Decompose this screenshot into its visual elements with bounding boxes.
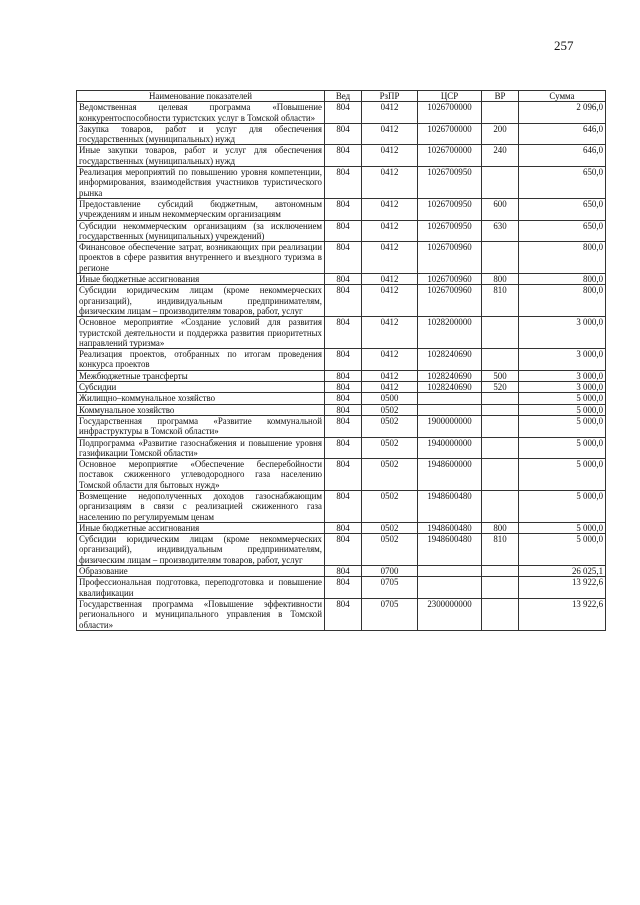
- cell-vr: 520: [482, 382, 519, 393]
- cell-csr: 1900000000: [418, 415, 482, 437]
- cell-rzpr: 0412: [362, 349, 418, 371]
- cell-csr: 1948600480: [418, 490, 482, 522]
- table-row: [77, 102, 606, 124]
- cell-rzpr: 0412: [362, 198, 418, 220]
- cell-rzpr: 0705: [362, 598, 418, 630]
- cell-name: Образование: [77, 566, 325, 577]
- cell-rzpr: 0412: [362, 317, 418, 349]
- cell-rzpr: 0502: [362, 437, 418, 459]
- table-row: [77, 393, 606, 404]
- table-header-row: [77, 91, 606, 102]
- cell-sum: 650,0: [519, 198, 606, 220]
- cell-rzpr: 0412: [362, 102, 418, 124]
- cell-rzpr: 0500: [362, 393, 418, 404]
- cell-rzpr: 0700: [362, 566, 418, 577]
- cell-name: Возмещение недополученных доходов газоснабжающим организациям в связи с реализацией сжиженного газа населению по регулируемым ценам: [77, 490, 325, 522]
- cell-ved: 804: [325, 370, 362, 381]
- cell-ved: 804: [325, 404, 362, 415]
- table-row: [77, 167, 606, 199]
- cell-sum: 646,0: [519, 145, 606, 167]
- cell-csr: 1026700000: [418, 123, 482, 145]
- header-sum: Сумма: [519, 91, 606, 102]
- cell-csr: 2300000000: [418, 598, 482, 630]
- cell-sum: 5 000,0: [519, 415, 606, 437]
- table-row: [77, 349, 606, 371]
- page-number: 257: [554, 38, 574, 53]
- cell-csr: 1028240690: [418, 349, 482, 371]
- cell-vr: 810: [482, 534, 519, 566]
- cell-rzpr: 0502: [362, 522, 418, 533]
- cell-csr: 1028240690: [418, 382, 482, 393]
- cell-sum: 13 922,6: [519, 577, 606, 599]
- cell-csr: 1026700000: [418, 102, 482, 124]
- cell-csr: 1940000000: [418, 437, 482, 459]
- cell-csr: 1026700950: [418, 220, 482, 242]
- cell-ved: 804: [325, 167, 362, 199]
- cell-ved: 804: [325, 415, 362, 437]
- cell-rzpr: 0705: [362, 577, 418, 599]
- table-row: [77, 198, 606, 220]
- cell-vr: [482, 415, 519, 437]
- cell-vr: 600: [482, 198, 519, 220]
- cell-sum: 5 000,0: [519, 404, 606, 415]
- cell-vr: [482, 393, 519, 404]
- cell-name: Основное мероприятие «Обеспечение бесперебойности поставок сжиженного углеводородного газа населению Томской области для бытовых нужд»: [77, 459, 325, 491]
- table-row: [77, 242, 606, 274]
- cell-rzpr: 0412: [362, 220, 418, 242]
- cell-csr: 1028240690: [418, 370, 482, 381]
- cell-sum: 800,0: [519, 242, 606, 274]
- table-row: [77, 534, 606, 566]
- cell-rzpr: 0412: [362, 145, 418, 167]
- cell-vr: 200: [482, 123, 519, 145]
- cell-sum: 5 000,0: [519, 459, 606, 491]
- cell-name: Профессиональная подготовка, переподготовка и повышение квалификации: [77, 577, 325, 599]
- cell-name: Реализация мероприятий по повышению уровня компетенции, информирования, взаимодействия участников туристического рынка: [77, 167, 325, 199]
- cell-vr: [482, 167, 519, 199]
- cell-rzpr: 0502: [362, 459, 418, 491]
- cell-name: Коммунальное хозяйство: [77, 404, 325, 415]
- cell-vr: 630: [482, 220, 519, 242]
- budget-table: [76, 90, 606, 631]
- cell-sum: 650,0: [519, 220, 606, 242]
- table-row: [77, 459, 606, 491]
- cell-sum: 3 000,0: [519, 349, 606, 371]
- cell-csr: [418, 393, 482, 404]
- table-row: [77, 577, 606, 599]
- cell-name: Иные бюджетные ассигнования: [77, 274, 325, 285]
- cell-name: Субсидии: [77, 382, 325, 393]
- table-row: [77, 382, 606, 393]
- cell-ved: 804: [325, 490, 362, 522]
- cell-rzpr: 0412: [362, 167, 418, 199]
- cell-name: Субсидии юридическим лицам (кроме некоммерческих организаций), индивидуальным предпринимателям, физическим лицам – производителям товаров, работ, услуг: [77, 534, 325, 566]
- table-row: [77, 437, 606, 459]
- table-row: [77, 123, 606, 145]
- cell-sum: 3 000,0: [519, 317, 606, 349]
- cell-ved: 804: [325, 393, 362, 404]
- cell-csr: [418, 577, 482, 599]
- cell-rzpr: 0502: [362, 490, 418, 522]
- header-name: Наименование показателей: [77, 91, 325, 102]
- table-row: [77, 566, 606, 577]
- cell-vr: [482, 598, 519, 630]
- cell-ved: 804: [325, 522, 362, 533]
- header-csr: ЦСР: [418, 91, 482, 102]
- cell-sum: 650,0: [519, 167, 606, 199]
- table-row: [77, 145, 606, 167]
- cell-name: Основное мероприятие «Создание условий для развития туристской деятельности и поддержка развития приоритетных направлений туризма»: [77, 317, 325, 349]
- cell-ved: 804: [325, 437, 362, 459]
- cell-ved: 804: [325, 577, 362, 599]
- cell-ved: 804: [325, 285, 362, 317]
- cell-csr: [418, 404, 482, 415]
- cell-name: Межбюджетные трансферты: [77, 370, 325, 381]
- cell-vr: [482, 577, 519, 599]
- cell-name: Государственная программа «Развитие коммунальной инфраструктуры в Томской области»: [77, 415, 325, 437]
- cell-sum: 5 000,0: [519, 490, 606, 522]
- header-ved: Вед: [325, 91, 362, 102]
- cell-ved: 804: [325, 534, 362, 566]
- cell-rzpr: 0412: [362, 382, 418, 393]
- cell-name: Государственная программа «Повышение эффективности регионального и муниципального управления в Томской области»: [77, 598, 325, 630]
- cell-rzpr: 0412: [362, 370, 418, 381]
- cell-vr: [482, 317, 519, 349]
- cell-sum: 5 000,0: [519, 393, 606, 404]
- cell-ved: 804: [325, 349, 362, 371]
- cell-name: Субсидии некоммерческим организациям (за исключением государственных (муниципальных) учреждений): [77, 220, 325, 242]
- cell-name: Иные закупки товаров, работ и услуг для обеспечения государственных (муниципальных) нужд: [77, 145, 325, 167]
- cell-ved: 804: [325, 220, 362, 242]
- cell-name: Субсидии юридическим лицам (кроме некоммерческих организаций), индивидуальным предпринимателям, физическим лицам – производителям товаров, работ, услуг: [77, 285, 325, 317]
- table-row: [77, 490, 606, 522]
- cell-ved: 804: [325, 242, 362, 274]
- cell-csr: 1948600000: [418, 459, 482, 491]
- cell-name: Ведомственная целевая программа «Повышение конкурентоспособности туристских услуг в Томской области»: [77, 102, 325, 124]
- cell-ved: 804: [325, 598, 362, 630]
- cell-ved: 804: [325, 382, 362, 393]
- table-row: [77, 598, 606, 630]
- table-row: [77, 317, 606, 349]
- table-row: [77, 404, 606, 415]
- cell-csr: 1026700950: [418, 167, 482, 199]
- cell-name: Иные бюджетные ассигнования: [77, 522, 325, 533]
- cell-name: Реализация проектов, отобранных по итогам проведения конкурса проектов: [77, 349, 325, 371]
- cell-sum: 5 000,0: [519, 522, 606, 533]
- cell-ved: 804: [325, 145, 362, 167]
- cell-ved: 804: [325, 102, 362, 124]
- cell-sum: 5 000,0: [519, 437, 606, 459]
- cell-vr: [482, 404, 519, 415]
- cell-sum: 3 000,0: [519, 370, 606, 381]
- cell-rzpr: 0502: [362, 404, 418, 415]
- cell-name: Предоставление субсидий бюджетным, автономным учреждениям и иным некоммерческим организациям: [77, 198, 325, 220]
- cell-vr: 800: [482, 522, 519, 533]
- cell-csr: [418, 566, 482, 577]
- header-vr: ВР: [482, 91, 519, 102]
- cell-sum: 2 096,0: [519, 102, 606, 124]
- header-rzpr: РзПР: [362, 91, 418, 102]
- cell-rzpr: 0412: [362, 274, 418, 285]
- cell-sum: 26 025,1: [519, 566, 606, 577]
- cell-csr: 1026700960: [418, 242, 482, 274]
- cell-csr: 1026700000: [418, 145, 482, 167]
- cell-sum: 5 000,0: [519, 534, 606, 566]
- cell-sum: 800,0: [519, 274, 606, 285]
- cell-name: Жилищно–коммунальное хозяйство: [77, 393, 325, 404]
- cell-csr: 1026700960: [418, 274, 482, 285]
- table-body: [77, 102, 606, 631]
- cell-vr: 810: [482, 285, 519, 317]
- cell-name: Подпрограмма «Развитие газоснабжения и повышение уровня газификации Томской области»: [77, 437, 325, 459]
- cell-rzpr: 0412: [362, 123, 418, 145]
- cell-rzpr: 0412: [362, 285, 418, 317]
- cell-name: Закупка товаров, работ и услуг для обеспечения государственных (муниципальных) нужд: [77, 123, 325, 145]
- cell-vr: [482, 349, 519, 371]
- table-row: [77, 285, 606, 317]
- cell-vr: [482, 459, 519, 491]
- table-row: [77, 274, 606, 285]
- cell-ved: 804: [325, 198, 362, 220]
- cell-vr: [482, 437, 519, 459]
- cell-vr: [482, 102, 519, 124]
- cell-rzpr: 0502: [362, 534, 418, 566]
- table-row: [77, 415, 606, 437]
- table-row: [77, 370, 606, 381]
- cell-csr: 1948600480: [418, 522, 482, 533]
- cell-ved: 804: [325, 459, 362, 491]
- cell-ved: 804: [325, 566, 362, 577]
- cell-ved: 804: [325, 274, 362, 285]
- cell-sum: 3 000,0: [519, 382, 606, 393]
- cell-csr: 1026700950: [418, 198, 482, 220]
- cell-rzpr: 0412: [362, 242, 418, 274]
- cell-rzpr: 0502: [362, 415, 418, 437]
- cell-vr: 800: [482, 274, 519, 285]
- table-row: [77, 522, 606, 533]
- cell-vr: [482, 242, 519, 274]
- cell-name: Финансовое обеспечение затрат, возникающих при реализации проектов в сфере развития внутреннего и въездного туризма в регионе: [77, 242, 325, 274]
- cell-vr: [482, 490, 519, 522]
- cell-csr: 1028200000: [418, 317, 482, 349]
- cell-sum: 800,0: [519, 285, 606, 317]
- cell-vr: 240: [482, 145, 519, 167]
- cell-ved: 804: [325, 123, 362, 145]
- cell-csr: 1026700960: [418, 285, 482, 317]
- cell-vr: 500: [482, 370, 519, 381]
- cell-vr: [482, 566, 519, 577]
- cell-csr: 1948600480: [418, 534, 482, 566]
- cell-sum: 646,0: [519, 123, 606, 145]
- cell-sum: 13 922,6: [519, 598, 606, 630]
- table-row: [77, 220, 606, 242]
- cell-ved: 804: [325, 317, 362, 349]
